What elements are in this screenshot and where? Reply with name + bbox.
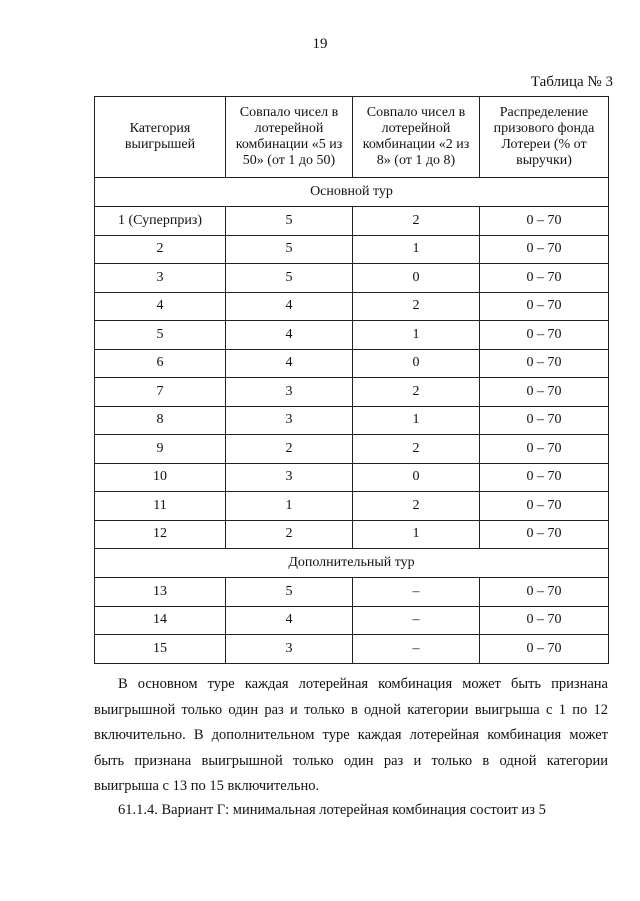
matches-5-of-50-cell: 4 xyxy=(226,349,353,378)
prize-share-cell: 0 – 70 xyxy=(480,378,609,407)
paragraph-round-rules: В основном туре каждая лотерейная комбинация может быть признана выигрышной только один раз и только в одной категории выигрыша с 1 по 12 включительно. В дополнительном туре каждая лотерейная комбинация может быть признана выигрышной только один раз и только в одной категории выигрыша с 13 по 15 включительно. xyxy=(94,676,608,794)
table-row xyxy=(95,406,609,435)
category-cell: 6 xyxy=(95,349,226,378)
table-row xyxy=(95,207,609,236)
matches-2-of-8-cell: 0 xyxy=(353,349,480,378)
prize-share-cell: 0 – 70 xyxy=(480,406,609,435)
category-cell: 13 xyxy=(95,578,226,607)
table-row xyxy=(95,606,609,635)
matches-5-of-50-cell: 5 xyxy=(226,578,353,607)
table-row xyxy=(95,578,609,607)
category-cell: 1 (Суперприз) xyxy=(95,207,226,236)
prize-share-cell: 0 – 70 xyxy=(480,349,609,378)
header-category: Категория выигрышей xyxy=(95,97,226,178)
table-row xyxy=(95,520,609,549)
prize-share-cell: 0 – 70 xyxy=(480,435,609,464)
table-row xyxy=(95,492,609,521)
matches-2-of-8-cell: 2 xyxy=(353,435,480,464)
section-main-round xyxy=(95,178,609,207)
matches-5-of-50-cell: 3 xyxy=(226,378,353,407)
category-cell: 12 xyxy=(95,520,226,549)
matches-2-of-8-cell: – xyxy=(353,606,480,635)
matches-2-of-8-cell: 1 xyxy=(353,520,480,549)
matches-2-of-8-cell: 2 xyxy=(353,207,480,236)
category-cell: 10 xyxy=(95,463,226,492)
matches-5-of-50-cell: 3 xyxy=(226,635,353,664)
matches-2-of-8-cell: 2 xyxy=(353,378,480,407)
prize-share-cell: 0 – 70 xyxy=(480,463,609,492)
table-row xyxy=(95,235,609,264)
prize-share-cell: 0 – 70 xyxy=(480,520,609,549)
table-header-row xyxy=(95,97,609,178)
prize-share-cell: 0 – 70 xyxy=(480,492,609,521)
matches-2-of-8-cell: 1 xyxy=(353,406,480,435)
matches-5-of-50-cell: 3 xyxy=(226,406,353,435)
table-row xyxy=(95,378,609,407)
table-row xyxy=(95,349,609,378)
table-row xyxy=(95,321,609,350)
matches-2-of-8-cell: 1 xyxy=(353,235,480,264)
section-extra-round xyxy=(95,549,609,578)
header-matches-2-of-8: Совпало чисел в лотерейной комбинации «2 из 8» (от 1 до 8) xyxy=(353,97,480,178)
table-caption: Таблица № 3 xyxy=(530,74,613,90)
prize-share-cell: 0 – 70 xyxy=(480,235,609,264)
matches-2-of-8-cell: 0 xyxy=(353,463,480,492)
table-row xyxy=(95,463,609,492)
prize-share-cell: 0 – 70 xyxy=(480,264,609,293)
page-number: 19 xyxy=(312,36,328,52)
section-main-round-title: Основной тур xyxy=(95,178,609,207)
category-cell: 15 xyxy=(95,635,226,664)
matches-5-of-50-cell: 5 xyxy=(226,235,353,264)
matches-5-of-50-cell: 4 xyxy=(226,606,353,635)
prize-share-cell: 0 – 70 xyxy=(480,207,609,236)
header-prize-distribution: Распределение призового фонда Лотереи (% от выручки) xyxy=(480,97,609,178)
matches-5-of-50-cell: 4 xyxy=(226,292,353,321)
prize-share-cell: 0 – 70 xyxy=(480,292,609,321)
prize-share-cell: 0 – 70 xyxy=(480,635,609,664)
paragraph-variant-g: 61.1.4. Вариант Г: минимальная лотерейная комбинация состоит из 5 xyxy=(118,802,546,818)
category-cell: 11 xyxy=(95,492,226,521)
matches-2-of-8-cell: 2 xyxy=(353,292,480,321)
header-matches-5-of-50: Совпало чисел в лотерейной комбинации «5 из 50» (от 1 до 50) xyxy=(226,97,353,178)
matches-2-of-8-cell: 2 xyxy=(353,492,480,521)
matches-2-of-8-cell: 1 xyxy=(353,321,480,350)
category-cell: 4 xyxy=(95,292,226,321)
category-cell: 3 xyxy=(95,264,226,293)
matches-5-of-50-cell: 5 xyxy=(226,207,353,236)
matches-5-of-50-cell: 2 xyxy=(226,435,353,464)
category-cell: 5 xyxy=(95,321,226,350)
prize-share-cell: 0 – 70 xyxy=(480,606,609,635)
prize-share-cell: 0 – 70 xyxy=(480,578,609,607)
matches-5-of-50-cell: 4 xyxy=(226,321,353,350)
table-row xyxy=(95,435,609,464)
category-cell: 14 xyxy=(95,606,226,635)
matches-2-of-8-cell: – xyxy=(353,578,480,607)
matches-5-of-50-cell: 2 xyxy=(226,520,353,549)
prize-distribution-table xyxy=(94,96,609,664)
category-cell: 8 xyxy=(95,406,226,435)
table-row xyxy=(95,635,609,664)
prize-share-cell: 0 – 70 xyxy=(480,321,609,350)
matches-5-of-50-cell: 5 xyxy=(226,264,353,293)
category-cell: 2 xyxy=(95,235,226,264)
table-row xyxy=(95,264,609,293)
category-cell: 9 xyxy=(95,435,226,464)
matches-2-of-8-cell: 0 xyxy=(353,264,480,293)
category-cell: 7 xyxy=(95,378,226,407)
table-row xyxy=(95,292,609,321)
section-extra-round-title: Дополнительный тур xyxy=(95,549,609,578)
matches-5-of-50-cell: 3 xyxy=(226,463,353,492)
matches-5-of-50-cell: 1 xyxy=(226,492,353,521)
matches-2-of-8-cell: – xyxy=(353,635,480,664)
